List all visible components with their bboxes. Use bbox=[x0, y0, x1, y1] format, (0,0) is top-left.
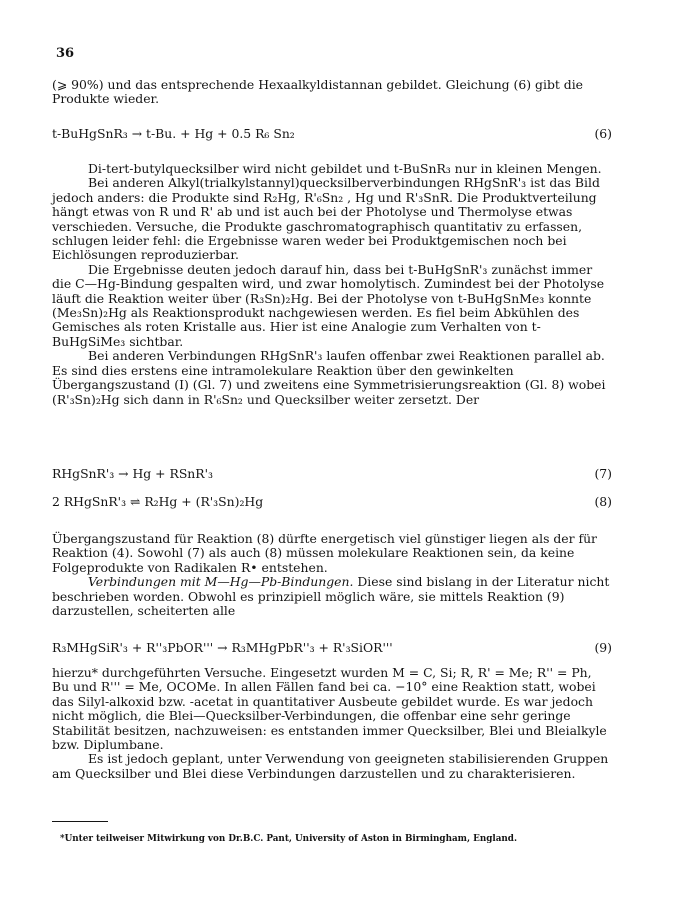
paragraph-m-hg-pb bbox=[52, 575, 612, 618]
equation-text: R₃MHgSiR'₃ + R''₃PbOR''' → R₃MHgPbR''₃ + R'₃SiOR''' bbox=[52, 640, 393, 655]
paragraph-geplant: Es ist jedoch geplant, unter Verwendung von geeigneten stabilisierenden Gruppen am Quecksilber und Blei diese Verbindungen darzustellen und zu charakterisieren. bbox=[52, 751, 609, 781]
paragraph-text: Diese sind bislang in der Literatur nicht beschrieben worden. Obwohl es prinzipiell möglich wäre, sie mittels Reaktion (9) darzustellen, scheiterten alle bbox=[52, 574, 610, 619]
paragraph-di-tert-butyl: Di-tert-butylquecksilber wird nicht gebildet und t-BuSnR₃ nur in kleinen Mengen. bbox=[88, 161, 602, 176]
equation-7 bbox=[52, 466, 612, 481]
footnote: *Unter teilweiser Mitwirkung von Dr.B.C. Pant, University of Aston in Birmingham, England. bbox=[60, 834, 518, 844]
equation-number: (6) bbox=[594, 126, 612, 141]
paragraph-alkyl-stannyl: Bei anderen Alkyl(trialkylstannyl)quecksilberverbindungen RHgSnR'₃ ist das Bild jedoch anders: die Produkte sind R₂Hg, R'₆Sn₂ , Hg und R'₃SnR. Die Produktverteilung hängt etwas von R und R' ab und ist auch bei der Photolyse und Thermolyse etwas verschieden. Versuche, die Produkte gaschromatographisch quantitativ zu erfassen, schlugen leider fehl: die Ergebnisse waren weder bei Produktgemischen noch bei Eichlösungen reproduzierbar. bbox=[52, 175, 600, 263]
paragraph-block-2 bbox=[52, 532, 612, 618]
equation-number: (7) bbox=[594, 466, 612, 481]
footnote-rule bbox=[52, 821, 108, 822]
paragraph-ergebnisse: Die Ergebnisse deuten jedoch darauf hin, dass bei t-BuHgSnR'₃ zunächst immer die C—Hg-Bindung gespalten wird, und zwar homolytisch. Zumindest bei der Photolyse läuft die Reaktion weiter über (R₃Sn)₂Hg. Bei der Photolyse von t-BuHgSnMe₃ konnte (Me₃Sn)₂Hg als Reaktionsprodukt nachgewiesen werden. Es fiel beim Abkühlen des Gemisches als roten Kristalle aus. Hier ist eine Analogie zum Verhalten von t-BuHgSiMe₃ sichtbar. bbox=[52, 261, 605, 349]
paragraph-text: (⩾ 90%) und das entsprechende Hexaalkyldistannan gebildet. Gleichung (6) gibt die Produkte wieder. bbox=[52, 77, 584, 107]
paragraph-zwei-reaktionen: Bei anderen Verbindungen RHgSnR'₃ laufen offenbar zwei Reaktionen parallel ab. Es sind dies erstens eine intramolekulare Reaktion über den gewinkelten Übergangszustand (I) (Gl. 7) und zweitens eine Symmetrisierungsreaktion (Gl. 8) wobei (R'₃Sn)₂Hg sich dann in R'₆Sn₂ und Quecksilber weiter zersetzt. Der bbox=[52, 348, 606, 407]
paragraph-hexaalkyldistannan bbox=[52, 78, 612, 107]
equation-text: 2 RHgSnR'₃ ⇌ R₂Hg + (R'₃Sn)₂Hg bbox=[52, 494, 264, 509]
equation-text: RHgSnR'₃ → Hg + RSnR'₃ bbox=[52, 466, 213, 481]
paragraph-versuche: hierzu* durchgeführten Versuche. Eingesetzt wurden M = C, Si; R, R' = Me; R'' = Ph, Bu und R''' = Me, OCOMe. In allen Fällen fand bei ca. −10° eine Reaktion statt, wobei das Silyl-alkoxid bzw. -acetat in quantitativer Ausbeute gebildet wurde. Es war jedoch nicht möglich, die Blei—Quecksilber-Verbindungen, die offenbar eine sehr geringe Stabilität besitzen, nachzuweisen: es entstanden immer Quecksilber, Blei und Bleialkyle bzw. Diplumbane. bbox=[52, 665, 607, 753]
equation-8 bbox=[52, 494, 612, 509]
page-number: 36 bbox=[56, 46, 75, 61]
equation-text: t-BuHgSnR₃ → t-Bu. + Hg + 0.5 R₆ Sn₂ bbox=[52, 126, 295, 141]
equation-6 bbox=[52, 126, 612, 141]
paragraph-uebergangszustand: Übergangszustand für Reaktion (8) dürfte energetisch viel günstiger liegen als der für Reaktion (4). Sowohl (7) als auch (8) müssen molekulare Reaktionen sein, da keine Folgeprodukte von Radikalen R• entstehen. bbox=[52, 531, 597, 575]
equation-number: (8) bbox=[594, 494, 612, 509]
paragraph-body bbox=[52, 162, 612, 407]
section-heading-italic: Verbindungen mit M—Hg—Pb-Bindungen. bbox=[88, 574, 354, 590]
paragraph-block-3 bbox=[52, 666, 612, 781]
equation-number: (9) bbox=[594, 640, 612, 655]
equation-9 bbox=[52, 640, 612, 655]
